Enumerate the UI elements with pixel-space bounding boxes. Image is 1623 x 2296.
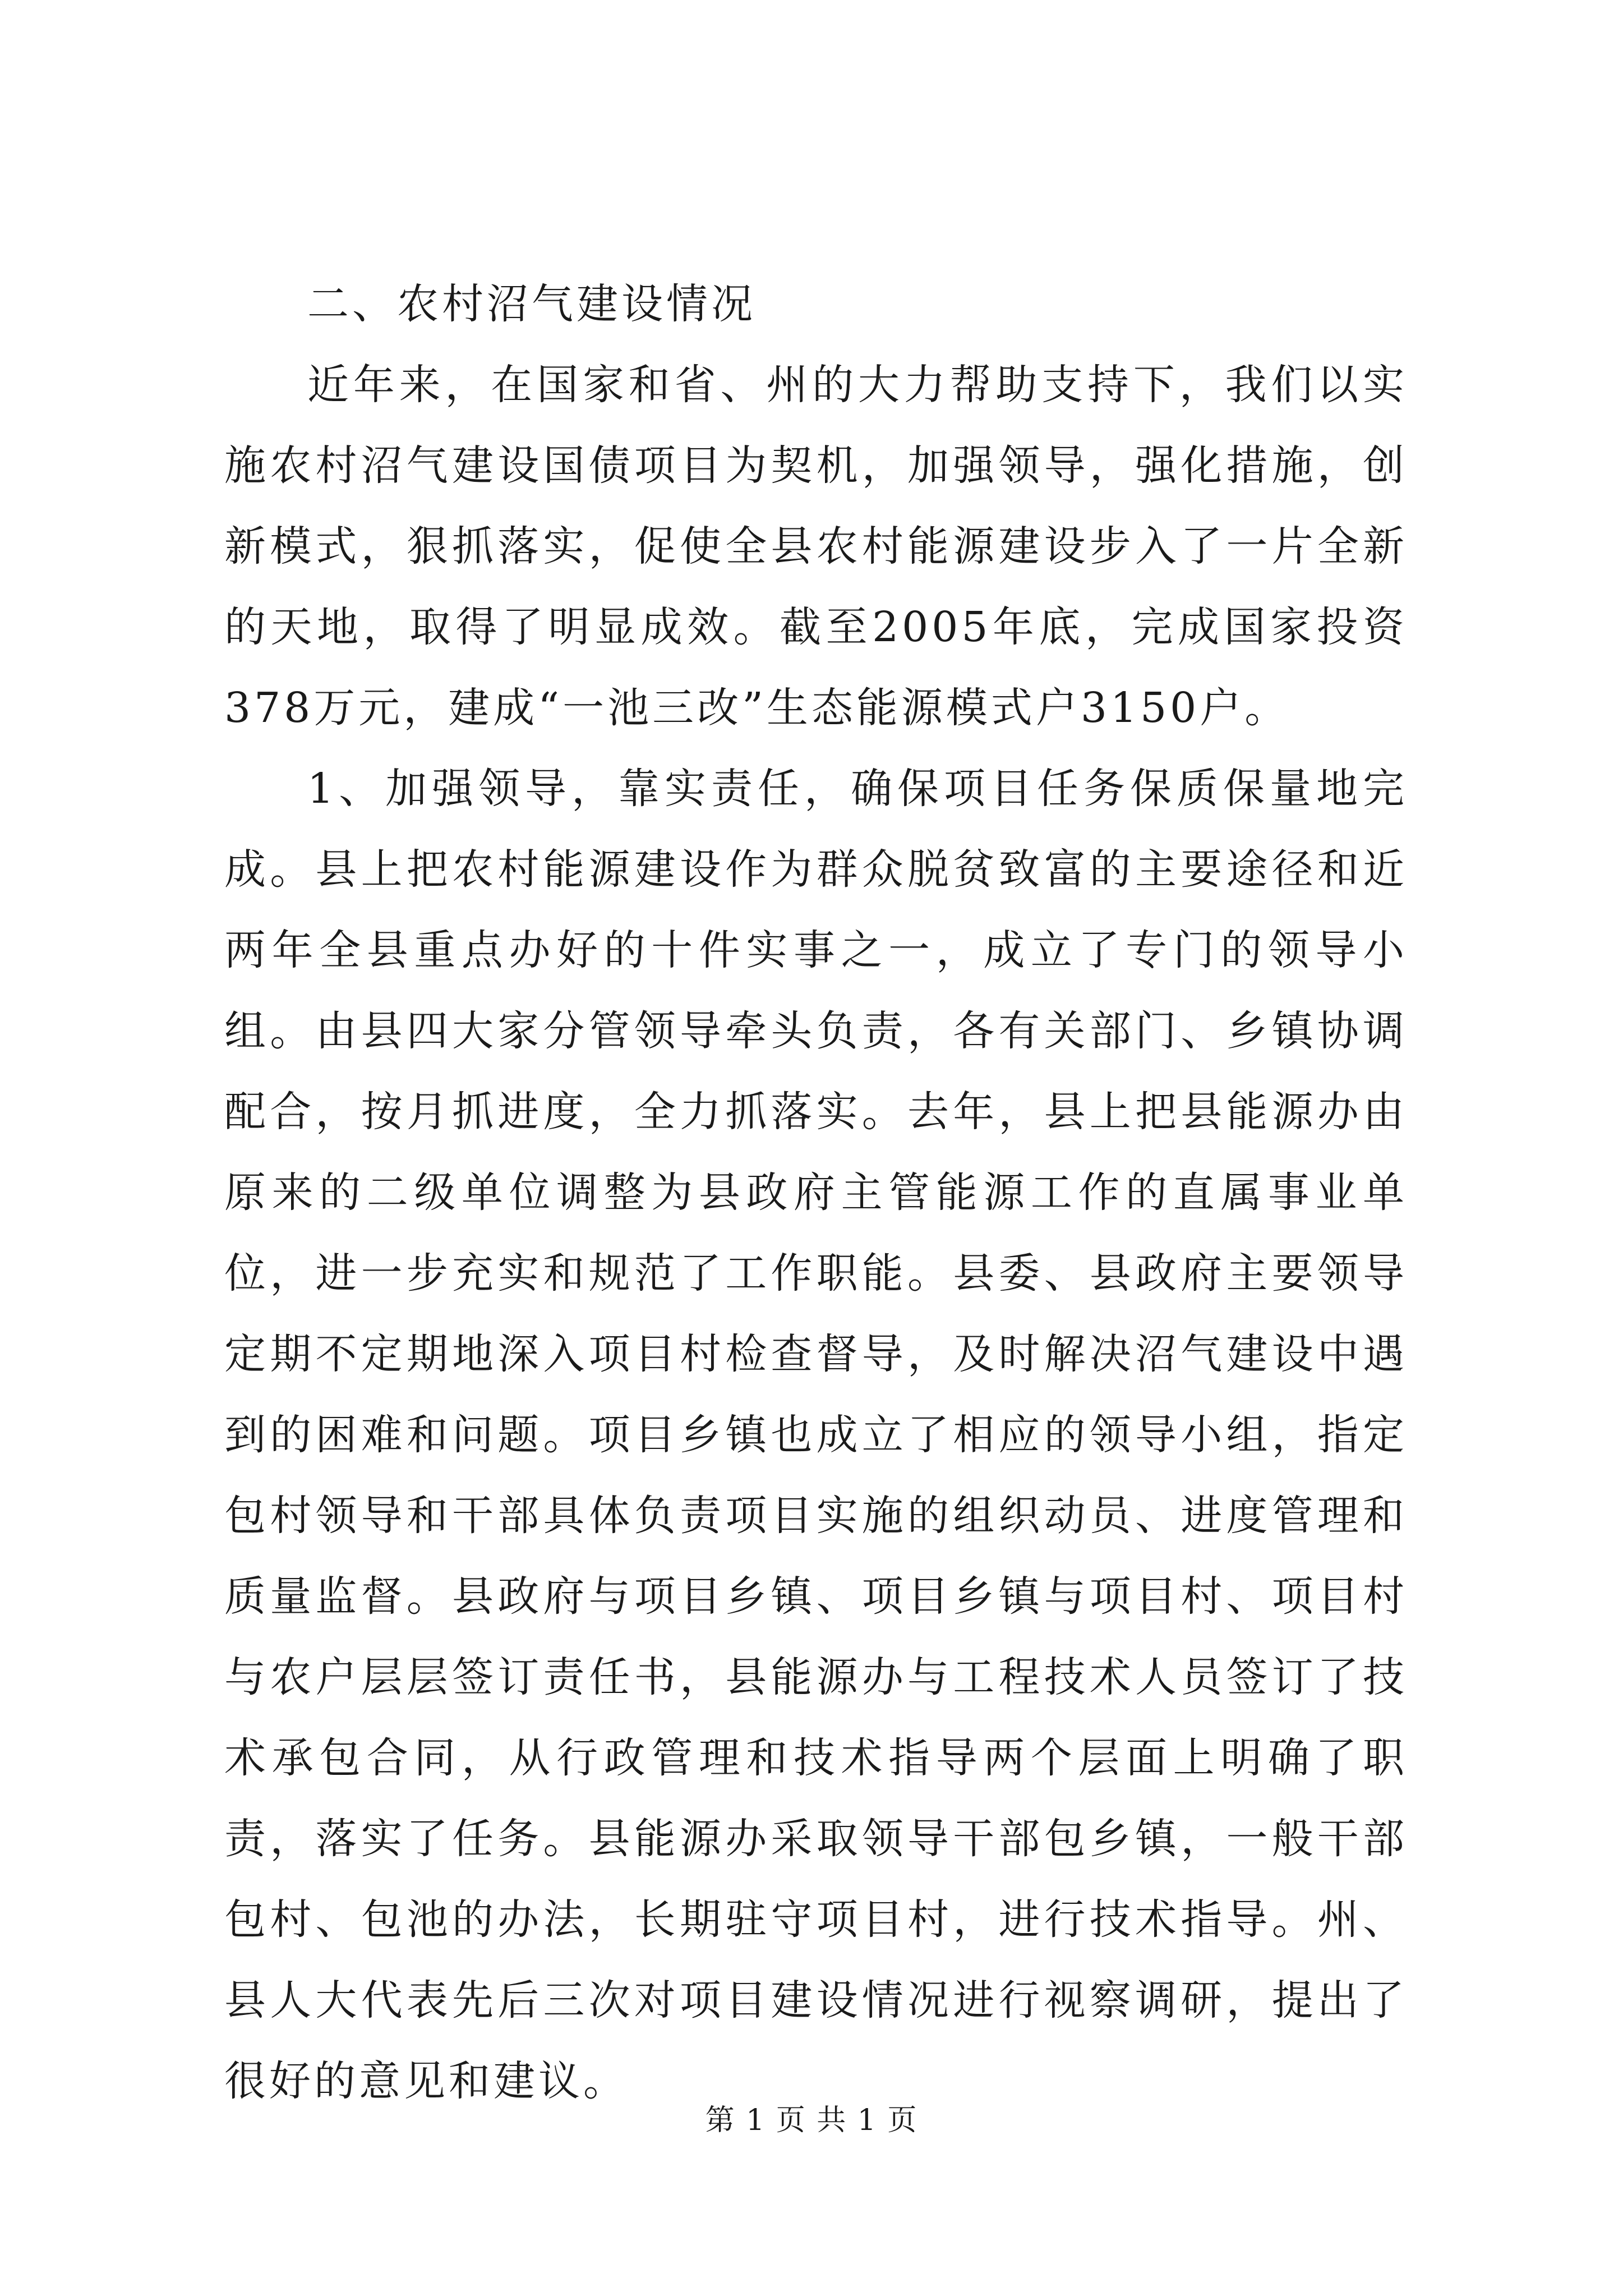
paragraph-leadership: 1、加强领导，靠实责任，确保项目任务保质保量地完成。县上把农村能源建设作为群众脱贫致富的主要途径和近两年全县重点办好的十件实事之一，成立了专门的领导小组。由县四大家分管领导牵头负责，各有关部门、乡镇协调配合，按月抓进度，全力抓落实。去年，县上把县能源办由原来的二级单位调整为县政府主管能源工作的直属事业单位，进一步充实和规范了工作职能。县委、县政府主要领导定期不定期地深入项目村检查督导，及时解决沼气建设中遇到的困难和问题。项目乡镇也成立了相应的领导小组，指定包村领导和干部具体负责项目实施的组织动员、进度管理和质量监督。县政府与项目乡镇、项目乡镇与项目村、项目村与农户层层签订责任书，县能源办与工程技术人员签订了技术承包合同，从行政管理和技术指导两个层面上明确了职责，落实了任务。县能源办采取领导干部包乡镇，一般干部包村、包池的办法，长期驻守项目村，进行技术指导。州、县人大代表先后三次对项目建设情况进行视察调研，提出了很好的意见和建议。 (224, 765, 1408, 2105)
document-body (224, 264, 1408, 2122)
page-number-footer: 第 1 页 共 1 页 (705, 2104, 918, 2137)
section-heading: 二、农村沼气建设情况 (307, 280, 756, 328)
paragraph-intro: 近年来，在国家和省、州的大力帮助支持下，我们以实施农村沼气建设国债项目为契机，加强领导，强化措施，创新模式，狠抓落实，促使全县农村能源建设步入了一片全新的天地，取得了明显成效。截至2005年底，完成国家投资378万元，建成“一池三改”生态能源模式户3150户。 (224, 361, 1408, 732)
